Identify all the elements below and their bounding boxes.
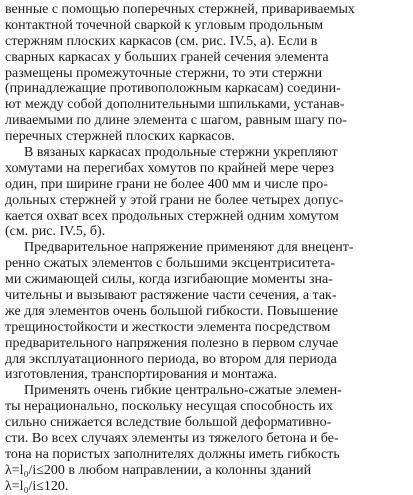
paragraph-transverse-bars	[5, 2, 409, 145]
text-line: сти. Во всех случаях элементы из тяжелого бетона и бе-	[5, 431, 339, 447]
text-line: Предварительное напряжение применяют для внецент-	[24, 240, 354, 256]
text-line: сильно снижается вследствие большой деформативно-	[5, 415, 332, 431]
text-line: трещиностойкости и жесткости элемента посредством	[5, 319, 331, 335]
text-line: дольных стержней у этой грани не более четырех допус-	[5, 192, 344, 208]
text-line: хомутами на перегибах хомутов по крайней мере через	[5, 160, 334, 176]
text-line: кается охват всех продольных стержней одним хомутом	[5, 208, 339, 224]
text-line: ливаемыми по длине элемента с шагом, равным шагу по-	[5, 113, 347, 129]
text-line: чительны и вызывают растяжение части сечения, а так-	[5, 288, 337, 304]
text-line: размещены промежуточные стержни, то эти стержни	[5, 65, 323, 81]
text-line: для эксплуатационного периода, во втором для периода	[5, 351, 337, 367]
text-line: же для элементов очень большой гибкости. Повышение	[5, 303, 339, 319]
paragraph-prestressing	[5, 240, 409, 383]
text-line: изготовления, транспортирования и монтажа.	[5, 367, 278, 383]
text-line: тона на пористых заполнителях должны иметь гибкость	[5, 446, 340, 462]
text-line: венные с помощью поперечных стержней, привариваемых	[5, 2, 355, 17]
text-line: (принадлежащие противоположным каркасам) соедини-	[5, 81, 341, 97]
text-line: Применять очень гибкие центрально-сжатые элемен-	[24, 383, 342, 399]
text-line: (см. рис. IV.5, б).	[5, 224, 106, 240]
text-line: ренно сжатых элементов с большими эксцентриситета-	[5, 256, 336, 272]
text-line: ты нерационально, поскольку несущая способность их	[5, 399, 334, 415]
text-line: В вязаных каркасах продольные стержни укрепляют	[24, 145, 338, 161]
text-line: предварительного напряжения полезно в первом случае	[5, 335, 339, 351]
text-line: перечных стержней плоских каркасов.	[5, 129, 235, 145]
text-line: ми сжимающей силы, когда изгибающие моменты зна-	[5, 272, 333, 288]
paragraph-slenderness	[5, 383, 409, 494]
text-line: один, при ширине грани не более 400 мм и числе про-	[5, 176, 328, 192]
text-line: λ=l₀/i≤120.	[5, 478, 69, 494]
text-line: стержням плоских каркасов (см. рис. IV.5, а). Если в	[5, 33, 318, 49]
paragraph-tied-cages	[5, 145, 409, 240]
text-line: сварных каркасах у больших граней сечения элемента	[5, 49, 329, 65]
text-line: контактной точечной сваркой к угловым продольным	[5, 17, 324, 33]
text-line: λ=l₀/i≤200 в любом направлении, а колонны зданий	[5, 462, 312, 478]
text-line: ют между собой дополнительными шпильками, устанав-	[5, 97, 345, 113]
